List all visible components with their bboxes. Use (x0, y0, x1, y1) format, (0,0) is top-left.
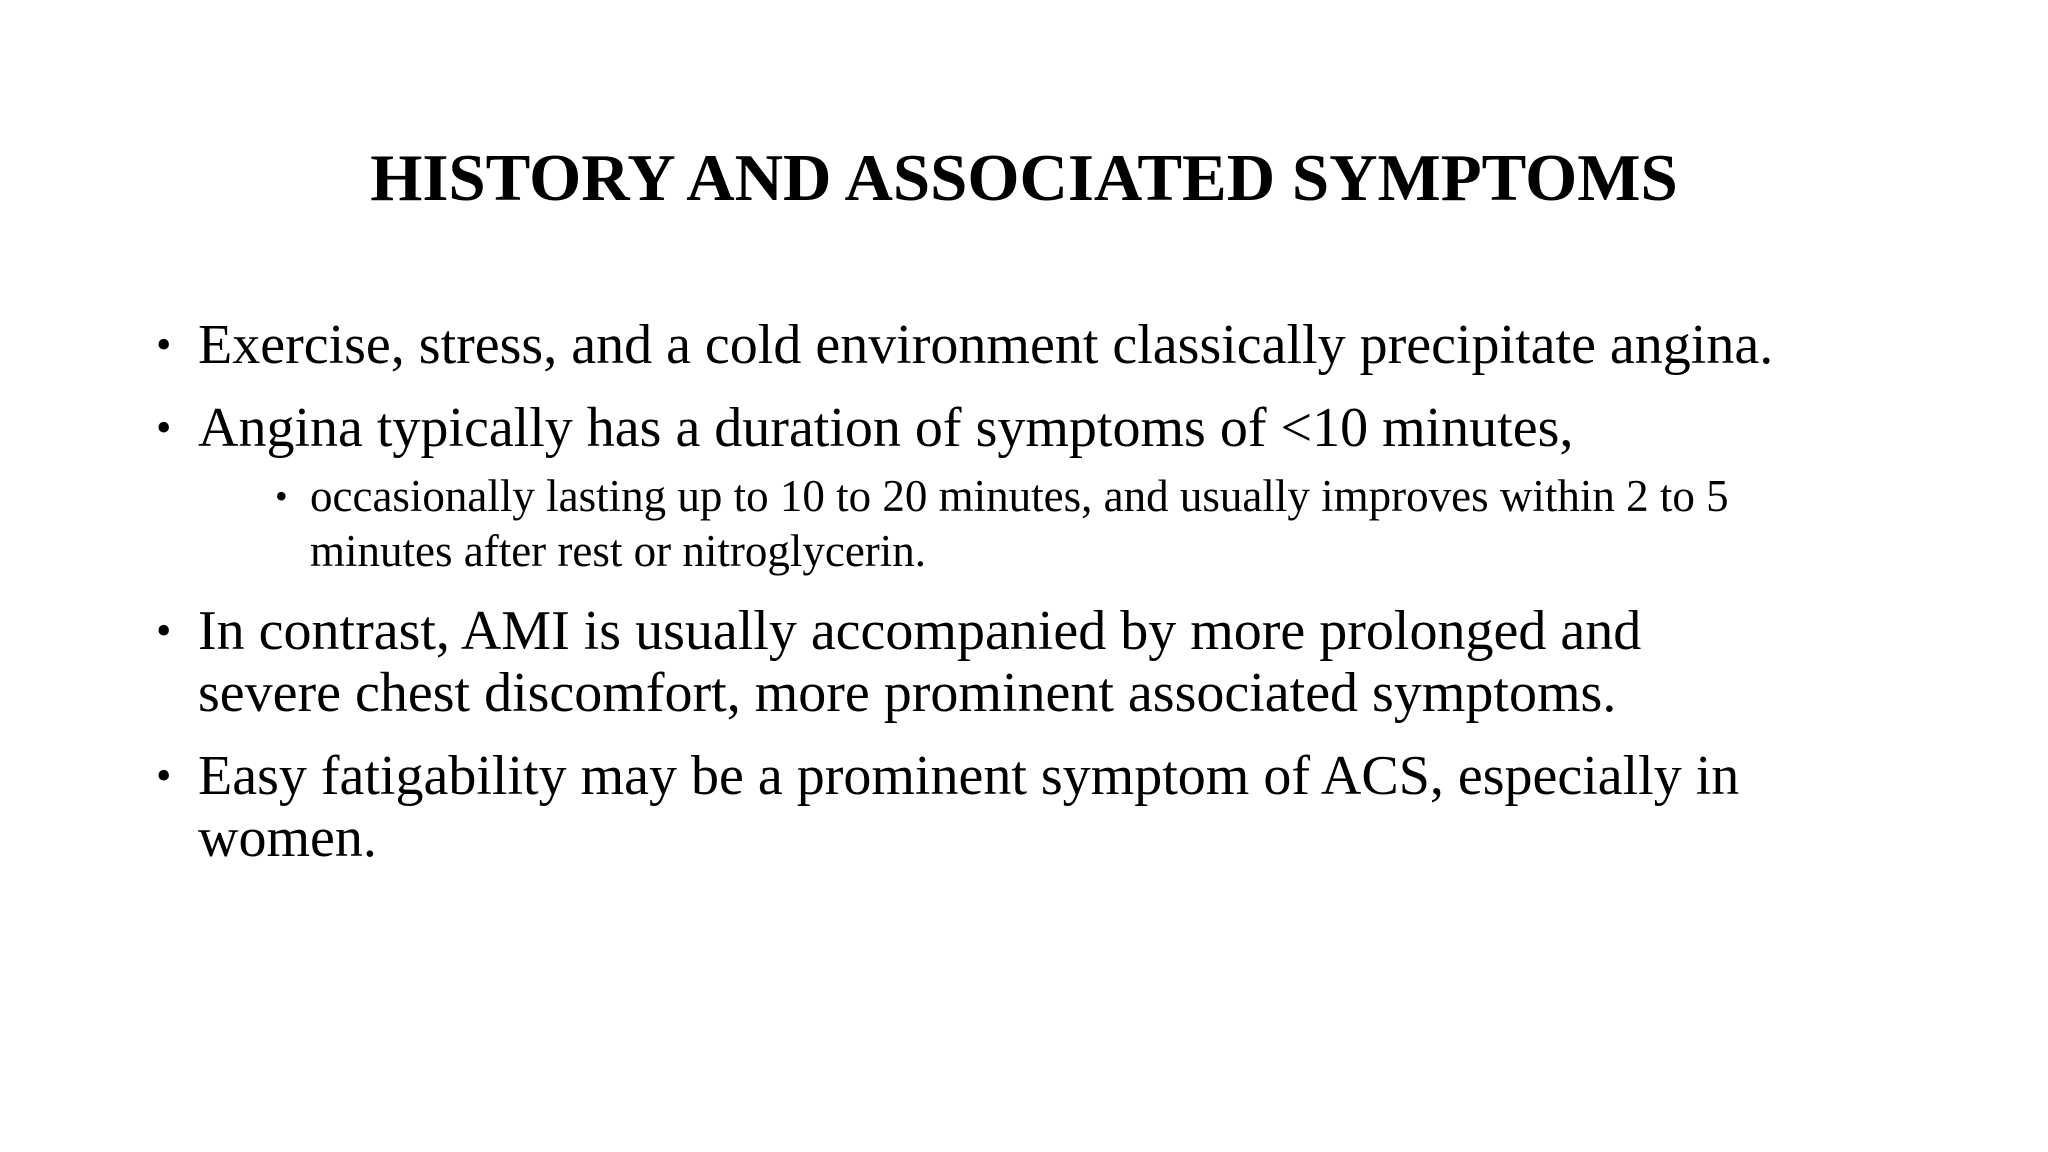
bullet-icon: • (156, 320, 172, 369)
bullet-icon: • (156, 606, 172, 655)
bullet-item (156, 397, 1956, 579)
sub-bullet-text: minutes after rest or nitroglycerin. (310, 526, 927, 576)
bullet-item (156, 314, 1956, 376)
bullet-icon: • (156, 403, 172, 452)
bullet-text: women. (198, 807, 377, 869)
bullet-text: severe chest discomfort, more prominent associated symptoms. (198, 662, 1617, 724)
bullet-text: Angina typically has a duration of symptoms of <10 minutes, (198, 397, 1574, 459)
bullet-item (156, 600, 1956, 724)
bullet-icon: • (156, 751, 172, 800)
sub-bullet-text: occasionally lasting up to 10 to 20 minutes, and usually improves within 2 to 5 (310, 471, 1729, 521)
sub-bullet-list (198, 469, 1956, 579)
sub-bullet-icon: • (275, 476, 288, 516)
bullet-list (156, 314, 1956, 890)
bullet-text: In contrast, AMI is usually accompanied by more prolonged and (198, 600, 1642, 662)
slide-title: HISTORY AND ASSOCIATED SYMPTOMS (370, 141, 1678, 215)
bullet-item (156, 745, 1956, 869)
bullet-text: Exercise, stress, and a cold environment classically precipitate angina. (198, 314, 1774, 376)
bullet-text: Easy fatigability may be a prominent symptom of ACS, especially in (198, 745, 1740, 807)
sub-bullet-item (275, 469, 1956, 579)
